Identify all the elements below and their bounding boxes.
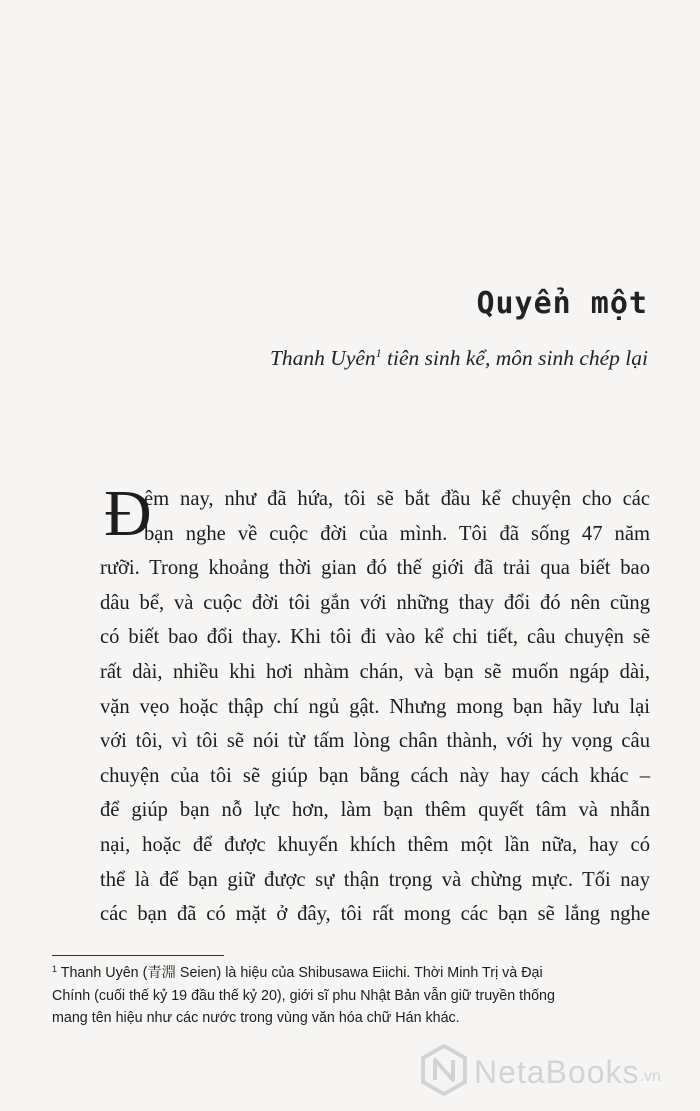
footnote-divider bbox=[52, 955, 224, 956]
body-line-9: chuyện của tôi sẽ giúp bạn bằng cách này hay cách khác – bbox=[100, 764, 650, 787]
footnote-line-3: mang tên hiệu như các nước trong vùng văn hóa chữ Hán khác. bbox=[52, 1010, 460, 1026]
body-line-2: bạn nghe về cuộc đời của mình. Tôi đã sống 47 năm bbox=[144, 522, 650, 545]
body-line-13: các bạn đã có mặt ở đây, tôi rất mong các bạn sẽ lắng nghe bbox=[100, 903, 650, 926]
body-line-3: rưỡi. Trong khoảng thời gian đó thế giới đã trải qua biết bao bbox=[100, 557, 650, 580]
footnote-line-1: $^1$ Thanh Uyên (青淵 Seien) là hiệu của Shibusawa Eiichi. Thời Minh Trị và Đại bbox=[52, 964, 543, 981]
drop-cap: Đ bbox=[104, 477, 152, 550]
body-line-5: có biết bao đổi thay. Khi tôi đi vào kể chi tiết, câu chuyện sẽ bbox=[100, 626, 650, 649]
footnote-number: 1 bbox=[52, 964, 58, 974]
body-lines bbox=[100, 551, 650, 932]
footnote-reference: 1 bbox=[375, 346, 382, 360]
body-line-4: dâu bể, và cuộc đời tôi gắn với những thay đổi đó nên cũng bbox=[100, 591, 650, 614]
body-line-12: thể là để bạn giữ được sự thận trọng và chừng mực. Tối nay bbox=[100, 868, 650, 891]
subtitle-rest: tiên sinh kể, môn sinh chép lại bbox=[381, 346, 648, 370]
body-paragraph bbox=[100, 482, 650, 932]
body-line-1: êm nay, như đã hứa, tôi sẽ bắt đầu kể chuyện cho các bbox=[144, 488, 650, 510]
body-line-6: rất dài, nhiều khi hơi nhàm chán, và bạn sẽ muốn ngáp dài, bbox=[100, 660, 650, 683]
body-line-8: với tôi, vì tôi sẽ nói từ tấm lòng chân thành, với hy vọng câu bbox=[100, 730, 650, 753]
chapter-title: Quyển một bbox=[476, 286, 648, 321]
netabooks-logo-icon bbox=[420, 1044, 468, 1100]
watermark-tld: .vn bbox=[639, 1068, 661, 1085]
body-line-11: nại, hoặc để được khuyến khích thêm một lần nữa, hay có bbox=[100, 833, 650, 856]
subtitle-name: Thanh Uyên bbox=[269, 346, 376, 370]
watermark-brand: NetaBooks bbox=[474, 1053, 640, 1090]
footnote-line-2: Chính (cuối thế kỷ 19 đầu thế kỷ 20), giới sĩ phu Nhật Bản vẫn giữ truyền thống bbox=[52, 987, 555, 1004]
watermark bbox=[420, 1044, 661, 1100]
body-line-10: để giúp bạn nỗ lực hơn, làm bạn thêm quyết tâm và nhẫn bbox=[100, 799, 650, 822]
body-line-7: vặn vẹo hoặc thập chí ngủ gật. Nhưng mong bạn hãy lưu lại bbox=[100, 695, 650, 718]
chapter-subtitle bbox=[270, 346, 648, 371]
footnote bbox=[52, 962, 650, 1030]
